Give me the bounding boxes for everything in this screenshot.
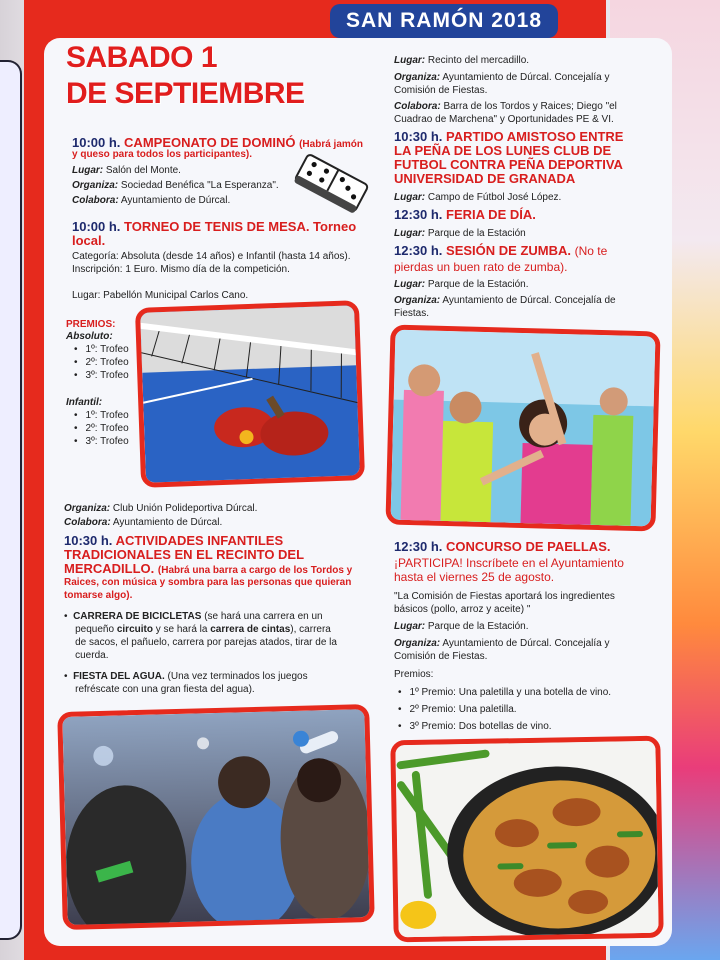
tenis-organiza: Organiza: Club Unión Polideportiva Dúrcal. (64, 503, 258, 514)
zumba-note-cont: pierdas un buen rato de zumba). (394, 260, 568, 274)
zumba-lugar: Lugar: Parque de la Estación. (394, 279, 529, 290)
paellas-organiza-cont: Comisión de Fiestas. (394, 651, 488, 662)
event-zumba-heading: 12:30 h. SESIÓN DE ZUMBA. (No te (394, 243, 608, 258)
actividades-note-2: Raices, con música y sombra para las personas que quieran (64, 577, 352, 588)
list-item: • 1º: Trofeo (74, 343, 129, 356)
event-feria-heading: 12:30 h. FERIA DE DÍA. (394, 207, 536, 222)
paellas-participa: ¡PARTICIPA! Inscríbete en el Ayuntamiento (394, 556, 624, 570)
actividades-lugar: Lugar: Recinto del mercadillo. (394, 55, 530, 66)
page-title-line2: DE SEPTIEMBRE (66, 77, 305, 110)
domino-colabora: Colabora: Ayuntamiento de Dúrcal. (72, 195, 231, 206)
tenis-categoria: Categoría: Absoluta (desde 14 años) e Infantil (hasta 14 años). (72, 251, 351, 262)
feria-lugar: Lugar: Parque de la Estación (394, 228, 526, 239)
paellas-participa-cont: hasta el viernes 25 de agosto. (394, 570, 555, 584)
paellas-premios-heading: Premios: (394, 669, 434, 680)
bullet-carrera-bicicletas: • CARRERA DE BICICLETAS (se hará una carrera en un pequeño circuito y se hará la carrera de cintas), carrera de sacos, el pañuelo, carrera por parejas atados, tirar de la cuerda. (64, 611, 337, 661)
event-time: 10:00 h. (72, 135, 121, 150)
event-note-cont: y queso para todos los participantes). (72, 149, 253, 160)
event-tenis-heading-cont: local. (72, 233, 106, 248)
ping-pong-photo (135, 300, 365, 488)
event-title: CAMPEONATO DE DOMINÓ (124, 135, 296, 150)
premios-absoluto-list (74, 343, 129, 382)
event-partido-heading-4: UNIVERSIDAD DE GRANADA (394, 171, 576, 186)
paellas-organiza: Organiza: Ayuntamiento de Dúrcal. Concejalía y (394, 638, 610, 649)
paellas-premios-list (398, 684, 611, 735)
premios-infantil-list (74, 409, 129, 448)
list-item: • 2º: Trofeo (74, 356, 129, 369)
list-item: • 1º Premio: Una paletilla y una botella de vino. (398, 684, 611, 701)
actividades-organiza-cont: Comisión de Fiestas. (394, 85, 488, 96)
domino-organiza: Organiza: Sociedad Benéfica "La Esperanza". (72, 180, 279, 191)
paellas-lugar: Lugar: Parque de la Estación. (394, 621, 529, 632)
program-page (44, 38, 672, 946)
premios-absoluto: Absoluto: (66, 331, 113, 342)
actividades-colabora: Colabora: Barra de los Tordos y Raices; Diego "el (394, 101, 617, 112)
list-item: • 2º: Trofeo (74, 422, 129, 435)
zumba-organiza: Organiza: Ayuntamiento de Dúrcal. Concejalía de (394, 295, 616, 306)
tenis-colabora: Colabora: Ayuntamiento de Dúrcal. (64, 517, 223, 528)
actividades-organiza: Organiza: Ayuntamiento de Dúrcal. Concejalía y (394, 72, 610, 83)
event-partido-heading-3: FUTBOL CONTRA PEÑA DEPORTIVA (394, 157, 623, 172)
actividades-colabora-cont: Cuadrao de Marchena" y Oportunidades PE & VI. (394, 114, 614, 125)
domino-lugar: Lugar: Salón del Monte. (72, 165, 181, 176)
event-partido-heading: 10:30 h. PARTIDO AMISTOSO ENTRE (394, 129, 624, 144)
actividades-note-3: tomarse algo). (64, 590, 133, 601)
event-actividades-heading: 10:30 h. ACTIVIDADES INFANTILES (64, 533, 284, 548)
list-item: • 2º Premio: Una paletilla. (398, 701, 611, 718)
event-actividades-heading-2: TRADICIONALES EN EL RECINTO DEL (64, 547, 305, 562)
paellas-quote-cont: básicos (pollo, arroz y aceite) " (394, 604, 531, 615)
header-tag: SAN RAMÓN 2018 (330, 4, 558, 38)
domino-tile-icon (292, 146, 372, 218)
list-item: • 3º: Trofeo (74, 369, 129, 382)
event-paellas-heading: 12:30 h. CONCURSO DE PAELLAS. (394, 539, 611, 554)
partido-lugar: Lugar: Campo de Fútbol José López. (394, 192, 562, 203)
paella-photo (390, 736, 663, 943)
list-item: • 3º: Trofeo (74, 435, 129, 448)
event-partido-heading-2: LA PEÑA DE LOS LUNES CLUB DE (394, 143, 612, 158)
bullet-fiesta-agua: • FIESTA DEL AGUA. (Una vez terminados los juegos refréscate con una gran fiesta del agua). (64, 671, 308, 695)
list-item: • 3º Premio: Dos botellas de vino. (398, 718, 611, 735)
page-binding (0, 60, 22, 940)
page-title-line1: SABADO 1 (66, 41, 218, 74)
paellas-quote: "La Comisión de Fiestas aportará los ingredientes (394, 591, 615, 602)
premios-heading: PREMIOS: (66, 319, 116, 330)
tenis-inscripcion: Inscripción: 1 Euro. Mismo día de la competición. (72, 264, 290, 275)
event-actividades-heading-3: MERCADILLO. (Habrá una barra a cargo de los Tordos y (64, 561, 353, 576)
water-party-photo (57, 704, 375, 930)
tenis-lugar: Lugar: Pabellón Municipal Carlos Cano. (72, 290, 249, 301)
zumba-photo (385, 325, 660, 532)
event-note: (Habrá jamón (299, 139, 363, 150)
premios-infantil: Infantil: (66, 397, 103, 408)
event-tenis-heading: 10:00 h. TORNEO DE TENIS DE MESA. Torneo (72, 219, 357, 234)
list-item: • 1º: Trofeo (74, 409, 129, 422)
zumba-organiza-cont: Fiestas. (394, 308, 430, 319)
